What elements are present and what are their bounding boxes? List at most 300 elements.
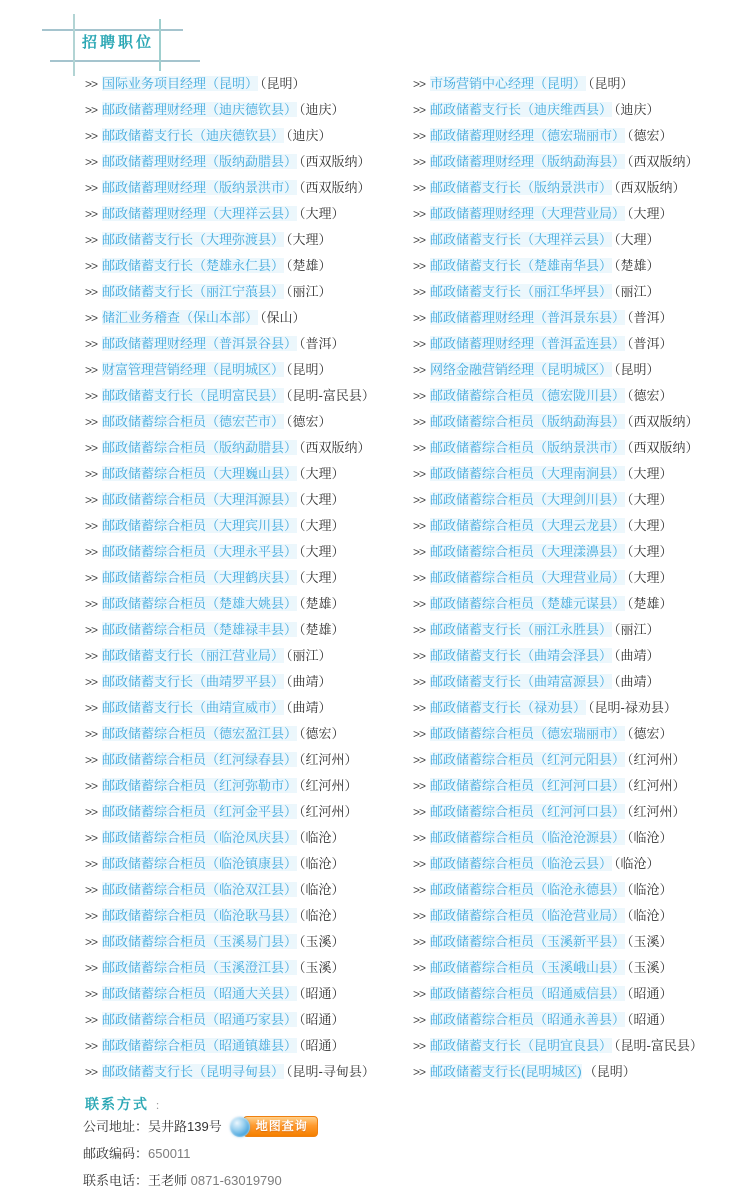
job-row [413, 929, 748, 955]
job-row [413, 825, 748, 851]
job-region-label: （红河州） [627, 778, 686, 793]
job-region-label: （楚雄） [286, 258, 332, 273]
arrow-prefix-icon: >> [85, 649, 98, 663]
arrow-prefix-icon: >> [85, 129, 98, 143]
arrow-prefix-icon: >> [413, 857, 426, 871]
arrow-prefix-icon: >> [85, 597, 98, 611]
arrow-prefix-icon: >> [85, 363, 98, 377]
address-value: 吴井路139号 [148, 1119, 222, 1134]
job-row [413, 747, 748, 773]
job-region-label: （大理） [627, 492, 673, 507]
job-row [413, 903, 748, 929]
job-link[interactable]: 邮政储蓄综合柜员（大理巍山县） [102, 466, 298, 481]
arrow-prefix-icon: >> [413, 311, 426, 325]
arrow-prefix-icon: >> [413, 987, 426, 1001]
arrow-prefix-icon: >> [85, 909, 98, 923]
contact-section-title [85, 1094, 168, 1114]
job-link[interactable]: 邮政储蓄支行长（禄劝县） [430, 700, 587, 715]
job-link[interactable]: 财富管理营销经理（昆明城区） [102, 362, 285, 377]
job-row [413, 539, 748, 565]
job-row [85, 799, 421, 825]
arrow-prefix-icon: >> [85, 857, 98, 871]
job-region-label: （临沧） [299, 882, 345, 897]
job-link[interactable]: 邮政储蓄支行长（大理祥云县） [430, 232, 613, 247]
job-region-label: （昆明-富民县） [286, 388, 375, 403]
arrow-prefix-icon: >> [413, 77, 426, 91]
job-region-label: （楚雄） [614, 258, 660, 273]
job-row [413, 487, 748, 513]
job-region-label: （德宏） [286, 414, 332, 429]
job-link[interactable]: 国际业务项目经理（昆明） [102, 76, 259, 91]
job-row [413, 591, 748, 617]
job-link[interactable]: 邮政储蓄综合柜员（红河元阳县） [430, 752, 626, 767]
arrow-prefix-icon: >> [413, 519, 426, 533]
job-region-label: （玉溪） [627, 934, 673, 949]
job-link[interactable]: 邮政储蓄支行长（丽江宁蒗县） [102, 284, 285, 299]
job-region-label: （玉溪） [299, 960, 345, 975]
arrow-prefix-icon: >> [413, 155, 426, 169]
job-link[interactable]: 邮政储蓄综合柜员（版纳勐海县） [430, 414, 626, 429]
job-link[interactable]: 邮政储蓄支行长（曲靖会泽县） [430, 648, 613, 663]
job-link[interactable]: 邮政储蓄综合柜员（玉溪澄江县） [102, 960, 298, 975]
job-link[interactable]: 邮政储蓄综合柜员（临沧双江县） [102, 882, 298, 897]
job-row [85, 747, 421, 773]
postcode-value: 650011 [148, 1146, 191, 1161]
job-row [85, 877, 421, 903]
job-row [413, 97, 748, 123]
job-link[interactable]: 邮政储蓄综合柜员（红河河口县） [430, 804, 626, 819]
arrow-prefix-icon: >> [413, 207, 426, 221]
job-link[interactable]: 邮政储蓄综合柜员（德宏盈江县） [102, 726, 298, 741]
arrow-prefix-icon: >> [413, 909, 426, 923]
job-region-label: （大理） [299, 206, 345, 221]
job-link[interactable]: 邮政储蓄综合柜员（大理剑川县） [430, 492, 626, 507]
postcode-label: 邮政编码： [83, 1146, 149, 1161]
arrow-prefix-icon: >> [413, 129, 426, 143]
job-link[interactable]: 邮政储蓄支行长（楚雄南华县） [430, 258, 613, 273]
job-link[interactable]: 邮政储蓄综合柜员（临沧永德县） [430, 882, 626, 897]
job-link[interactable]: 邮政储蓄理财经理（版纳勐腊县） [102, 154, 298, 169]
job-region-label: （西双版纳） [299, 180, 371, 195]
job-link[interactable]: 邮政储蓄理财经理（版纳景洪市） [102, 180, 298, 195]
job-region-label: （西双版纳） [627, 440, 699, 455]
job-region-label: （昆明-寻甸县） [286, 1064, 375, 1079]
job-region-label: （临沧） [614, 856, 660, 871]
arrow-prefix-icon: >> [413, 363, 426, 377]
arrow-prefix-icon: >> [85, 935, 98, 949]
job-link[interactable]: 邮政储蓄综合柜员（玉溪新平县） [430, 934, 626, 949]
job-link[interactable]: 邮政储蓄综合柜员（红河金平县） [102, 804, 298, 819]
job-row [85, 539, 421, 565]
job-row [413, 773, 748, 799]
job-link[interactable]: 邮政储蓄理财经理（普洱景谷县） [102, 336, 298, 351]
job-row [413, 461, 748, 487]
job-row [413, 981, 748, 1007]
job-link[interactable]: 邮政储蓄理财经理（大理营业局） [430, 206, 626, 221]
job-region-label: （德宏） [627, 128, 673, 143]
arrow-prefix-icon: >> [85, 961, 98, 975]
arrow-prefix-icon: >> [85, 285, 98, 299]
job-link[interactable]: 邮政储蓄综合柜员（昭通镇雄县） [102, 1038, 298, 1053]
job-region-label: （临沧） [299, 856, 345, 871]
job-region-label: （大理） [299, 466, 345, 481]
job-row [413, 669, 748, 695]
arrow-prefix-icon: >> [85, 623, 98, 637]
arrow-prefix-icon: >> [85, 311, 98, 325]
job-link[interactable]: 邮政储蓄支行长（楚雄永仁县） [102, 258, 285, 273]
job-link[interactable]: 邮政储蓄支行长（昆明寻甸县） [102, 1064, 285, 1079]
job-region-label: （临沧） [299, 830, 345, 845]
job-row [85, 1059, 421, 1085]
arrow-prefix-icon: >> [413, 1039, 426, 1053]
job-region-label: （红河州） [627, 752, 686, 767]
arrow-prefix-icon: >> [85, 181, 98, 195]
job-region-label: （德宏） [627, 388, 673, 403]
arrow-prefix-icon: >> [85, 389, 98, 403]
job-row [85, 71, 421, 97]
job-row [85, 305, 421, 331]
job-row [413, 383, 748, 409]
job-row [413, 643, 748, 669]
job-row [413, 1007, 748, 1033]
job-region-label: （临沧） [627, 908, 673, 923]
arrow-prefix-icon: >> [413, 623, 426, 637]
job-link[interactable]: 邮政储蓄综合柜员（玉溪易门县） [102, 934, 298, 949]
job-link[interactable]: 邮政储蓄综合柜员（版纳勐腊县） [102, 440, 298, 455]
job-link[interactable]: 邮政储蓄综合柜员（红河河口县） [430, 778, 626, 793]
job-row [413, 565, 748, 591]
job-row [413, 201, 748, 227]
arrow-prefix-icon: >> [413, 883, 426, 897]
job-row [85, 669, 421, 695]
arrow-prefix-icon: >> [413, 831, 426, 845]
job-link[interactable]: 网络金融营销经理（昆明城区） [430, 362, 613, 377]
job-link[interactable]: 邮政储蓄综合柜员（版纳景洪市） [430, 440, 626, 455]
job-row [85, 513, 421, 539]
job-region-label: （昭通） [299, 1012, 345, 1027]
phone-label: 联系电话： [83, 1173, 149, 1186]
job-link[interactable]: 邮政储蓄支行长（昆明富民县） [102, 388, 285, 403]
job-link[interactable]: 邮政储蓄综合柜员（大理宾川县） [102, 518, 298, 533]
job-row [85, 331, 421, 357]
arrow-prefix-icon: >> [413, 103, 426, 117]
job-row [413, 357, 748, 383]
job-region-label: （昆明-禄劝县） [588, 700, 677, 715]
job-row [85, 929, 421, 955]
job-region-label: （西双版纳） [299, 440, 371, 455]
arrow-prefix-icon: >> [85, 675, 98, 689]
job-row [85, 773, 421, 799]
job-row [85, 721, 421, 747]
job-link[interactable]: 邮政储蓄综合柜员（德宏陇川县） [430, 388, 626, 403]
arrow-prefix-icon: >> [85, 753, 98, 767]
job-link[interactable]: 邮政储蓄综合柜员（大理漾濞县） [430, 544, 626, 559]
job-row [85, 1033, 421, 1059]
job-list-left [85, 71, 421, 1085]
job-region-label: （迪庆） [614, 102, 660, 117]
job-link[interactable]: 邮政储蓄综合柜员（德宏瑞丽市） [430, 726, 626, 741]
arrow-prefix-icon: >> [85, 1065, 98, 1079]
job-region-label: （丽江） [286, 648, 332, 663]
job-row [413, 513, 748, 539]
job-row [85, 227, 421, 253]
job-region-label: （保山） [260, 310, 306, 325]
job-row [85, 253, 421, 279]
job-row [85, 357, 421, 383]
job-link[interactable]: 邮政储蓄理财经理（普洱景东县） [430, 310, 626, 325]
arrow-prefix-icon: >> [413, 597, 426, 611]
contact-postcode-row [83, 1141, 190, 1167]
contact-title-colon: ： [155, 1100, 168, 1112]
job-row [413, 1033, 748, 1059]
job-region-label: （昆明） [588, 76, 634, 91]
job-link[interactable]: 邮政储蓄综合柜员（红河绿春县） [102, 752, 298, 767]
job-region-label: （玉溪） [299, 934, 345, 949]
job-row [413, 71, 748, 97]
job-region-label: （西双版纳） [627, 154, 699, 169]
arrow-prefix-icon: >> [413, 935, 426, 949]
job-link[interactable]: 邮政储蓄支行长（曲靖富源县） [430, 674, 613, 689]
arrow-prefix-icon: >> [413, 337, 426, 351]
job-row [413, 149, 748, 175]
arrow-prefix-icon: >> [413, 571, 426, 585]
job-link[interactable]: 邮政储蓄综合柜员（楚雄元谋县） [430, 596, 626, 611]
arrow-prefix-icon: >> [85, 1013, 98, 1027]
arrow-prefix-icon: >> [85, 233, 98, 247]
job-link[interactable]: 邮政储蓄支行长（丽江永胜县） [430, 622, 613, 637]
header-line-right [159, 19, 161, 71]
job-region-label: （大理） [627, 570, 673, 585]
job-link[interactable]: 储汇业务稽查（保山本部） [102, 310, 259, 325]
job-row [413, 253, 748, 279]
job-link[interactable]: 邮政储蓄支行长（丽江营业局） [102, 648, 285, 663]
job-region-label: （红河州） [299, 752, 358, 767]
job-region-label: （昆明-富民县） [614, 1038, 703, 1053]
job-region-label: （曲靖） [614, 648, 660, 663]
job-row [413, 435, 748, 461]
job-row [85, 435, 421, 461]
job-region-label: （昭通） [299, 1038, 345, 1053]
job-row [85, 175, 421, 201]
arrow-prefix-icon: >> [85, 259, 98, 273]
arrow-prefix-icon: >> [85, 77, 98, 91]
arrow-prefix-icon: >> [413, 701, 426, 715]
job-link[interactable]: 邮政储蓄综合柜员（大理云龙县） [430, 518, 626, 533]
job-row [85, 981, 421, 1007]
job-region-label: （昆明） [583, 1064, 636, 1079]
arrow-prefix-icon: >> [85, 207, 98, 221]
job-row [85, 487, 421, 513]
job-link[interactable]: 邮政储蓄理财经理（迪庆德钦县） [102, 102, 298, 117]
arrow-prefix-icon: >> [85, 441, 98, 455]
map-query-button[interactable] [230, 1116, 318, 1137]
job-row [85, 903, 421, 929]
job-link[interactable]: 市场营销中心经理（昆明） [430, 76, 587, 91]
arrow-prefix-icon: >> [413, 233, 426, 247]
job-region-label: （昭通） [627, 986, 673, 1001]
job-region-label: （昆明） [260, 76, 306, 91]
job-row [413, 305, 748, 331]
contact-title-text: 联系方式 [85, 1096, 149, 1112]
job-row [85, 1007, 421, 1033]
job-link[interactable]: 邮政储蓄综合柜员（临沧营业局） [430, 908, 626, 923]
job-link[interactable]: 邮政储蓄综合柜员（楚雄禄丰县） [102, 622, 298, 637]
arrow-prefix-icon: >> [85, 519, 98, 533]
arrow-prefix-icon: >> [85, 103, 98, 117]
job-row [413, 721, 748, 747]
job-region-label: （曲靖） [614, 674, 660, 689]
job-row [85, 591, 421, 617]
job-region-label: （西双版纳） [627, 414, 699, 429]
job-link[interactable]: 邮政储蓄支行长（迪庆德钦县） [102, 128, 285, 143]
job-link[interactable]: 邮政储蓄支行长（昆明宜良县） [430, 1038, 613, 1053]
job-link[interactable]: 邮政储蓄综合柜员（楚雄大姚县） [102, 596, 298, 611]
job-row [85, 825, 421, 851]
arrow-prefix-icon: >> [413, 649, 426, 663]
job-link[interactable]: 邮政储蓄综合柜员（临沧凤庆县） [102, 830, 298, 845]
job-link[interactable]: 邮政储蓄综合柜员（大理南涧县） [430, 466, 626, 481]
job-link[interactable]: 邮政储蓄支行长（曲靖宣威市） [102, 700, 285, 715]
arrow-prefix-icon: >> [85, 415, 98, 429]
arrow-prefix-icon: >> [85, 545, 98, 559]
job-region-label: （西双版纳） [299, 154, 371, 169]
job-region-label: （临沧） [627, 830, 673, 845]
job-link[interactable]: 邮政储蓄综合柜员（昭通威信县） [430, 986, 626, 1001]
map-query-label: 地图查询 [243, 1116, 318, 1137]
arrow-prefix-icon: >> [413, 441, 426, 455]
arrow-prefix-icon: >> [413, 259, 426, 273]
job-region-label: （西双版纳） [614, 180, 686, 195]
job-region-label: （普洱） [627, 336, 673, 351]
job-link[interactable]: 邮政储蓄综合柜员（临沧镇康县） [102, 856, 298, 871]
arrow-prefix-icon: >> [85, 467, 98, 481]
job-region-label: （昆明） [286, 362, 332, 377]
job-link[interactable]: 邮政储蓄综合柜员（昭通大关县） [102, 986, 298, 1001]
job-region-label: （昭通） [299, 986, 345, 1001]
job-region-label: （普洱） [299, 336, 345, 351]
job-row [85, 149, 421, 175]
job-region-label: （玉溪） [627, 960, 673, 975]
job-link[interactable]: 邮政储蓄支行长（版纳景洪市） [430, 180, 613, 195]
job-row [413, 799, 748, 825]
job-link[interactable]: 邮政储蓄支行长（迪庆维西县） [430, 102, 613, 117]
job-link[interactable]: 邮政储蓄综合柜员（玉溪峨山县） [430, 960, 626, 975]
job-link[interactable]: 邮政储蓄理财经理（德宏瑞丽市） [430, 128, 626, 143]
job-row [85, 695, 421, 721]
job-row [85, 201, 421, 227]
arrow-prefix-icon: >> [85, 493, 98, 507]
job-row [413, 227, 748, 253]
job-region-label: （大理） [614, 232, 660, 247]
arrow-prefix-icon: >> [413, 181, 426, 195]
globe-icon [230, 1117, 250, 1137]
job-link[interactable]: 邮政储蓄支行长（丽江华坪县） [430, 284, 613, 299]
job-link[interactable]: 邮政储蓄综合柜员（大理营业局） [430, 570, 626, 585]
job-row [85, 565, 421, 591]
job-link[interactable]: 邮政储蓄理财经理（大理祥云县） [102, 206, 298, 221]
header-line-left [73, 14, 75, 76]
job-link[interactable]: 邮政储蓄综合柜员（红河弥勒市） [102, 778, 298, 793]
job-link[interactable]: 邮政储蓄理财经理（版纳勐海县） [430, 154, 626, 169]
job-row [85, 123, 421, 149]
job-region-label: （丽江） [286, 284, 332, 299]
arrow-prefix-icon: >> [85, 155, 98, 169]
job-row [85, 617, 421, 643]
job-region-label: （大理） [627, 544, 673, 559]
job-link[interactable]: 邮政储蓄综合柜员（临沧耿马县） [102, 908, 298, 923]
job-link[interactable]: 邮政储蓄综合柜员（临沧云县） [430, 856, 613, 871]
job-row [85, 643, 421, 669]
job-row [85, 97, 421, 123]
arrow-prefix-icon: >> [413, 545, 426, 559]
job-row [413, 279, 748, 305]
arrow-prefix-icon: >> [413, 675, 426, 689]
job-row [413, 123, 748, 149]
job-row [85, 279, 421, 305]
arrow-prefix-icon: >> [85, 805, 98, 819]
arrow-prefix-icon: >> [85, 701, 98, 715]
job-region-label: （大理） [627, 206, 673, 221]
job-row [85, 851, 421, 877]
job-region-label: （大理） [299, 518, 345, 533]
job-row [413, 617, 748, 643]
job-region-label: （红河州） [299, 804, 358, 819]
job-row [413, 175, 748, 201]
job-link[interactable]: 邮政储蓄综合柜员（昭通巧家县） [102, 1012, 298, 1027]
job-region-label: （丽江） [614, 284, 660, 299]
job-link[interactable]: 邮政储蓄理财经理（普洱孟连县） [430, 336, 626, 351]
job-row [413, 1059, 748, 1085]
job-link[interactable]: 邮政储蓄支行长(昆明城区) [430, 1064, 582, 1079]
job-row [413, 851, 748, 877]
job-row [413, 877, 748, 903]
job-region-label: （大理） [299, 492, 345, 507]
arrow-prefix-icon: >> [85, 831, 98, 845]
job-region-label: （楚雄） [627, 596, 673, 611]
page-title: 招聘职位 [82, 34, 155, 51]
job-link[interactable]: 邮政储蓄综合柜员（大理洱源县） [102, 492, 298, 507]
job-region-label: （曲靖） [286, 674, 332, 689]
job-link[interactable]: 邮政储蓄综合柜员（大理鹤庆县） [102, 570, 298, 585]
job-region-label: （丽江） [614, 622, 660, 637]
job-link[interactable]: 邮政储蓄综合柜员（昭通永善县） [430, 1012, 626, 1027]
job-region-label: （红河州） [627, 804, 686, 819]
job-region-label: （大理） [299, 570, 345, 585]
job-region-label: （大理） [627, 466, 673, 481]
job-region-label: （迪庆） [286, 128, 332, 143]
contact-phone-row [83, 1168, 282, 1186]
job-row [85, 955, 421, 981]
job-link[interactable]: 邮政储蓄综合柜员（德宏芒市） [102, 414, 285, 429]
arrow-prefix-icon: >> [413, 727, 426, 741]
job-region-label: （普洱） [627, 310, 673, 325]
arrow-prefix-icon: >> [85, 883, 98, 897]
contact-address-row [83, 1114, 318, 1140]
job-region-label: （迪庆） [299, 102, 345, 117]
job-link[interactable]: 邮政储蓄支行长（大理弥渡县） [102, 232, 285, 247]
job-row [413, 695, 748, 721]
job-link[interactable]: 邮政储蓄支行长（曲靖罗平县） [102, 674, 285, 689]
arrow-prefix-icon: >> [413, 1065, 426, 1079]
job-region-label: （大理） [299, 544, 345, 559]
arrow-prefix-icon: >> [413, 779, 426, 793]
job-link[interactable]: 邮政储蓄综合柜员（临沧沧源县） [430, 830, 626, 845]
job-region-label: （临沧） [627, 882, 673, 897]
phone-number: 0871-63019790 [190, 1173, 282, 1186]
arrow-prefix-icon: >> [85, 571, 98, 585]
job-link[interactable]: 邮政储蓄综合柜员（大理永平县） [102, 544, 298, 559]
job-region-label: （楚雄） [299, 622, 345, 637]
